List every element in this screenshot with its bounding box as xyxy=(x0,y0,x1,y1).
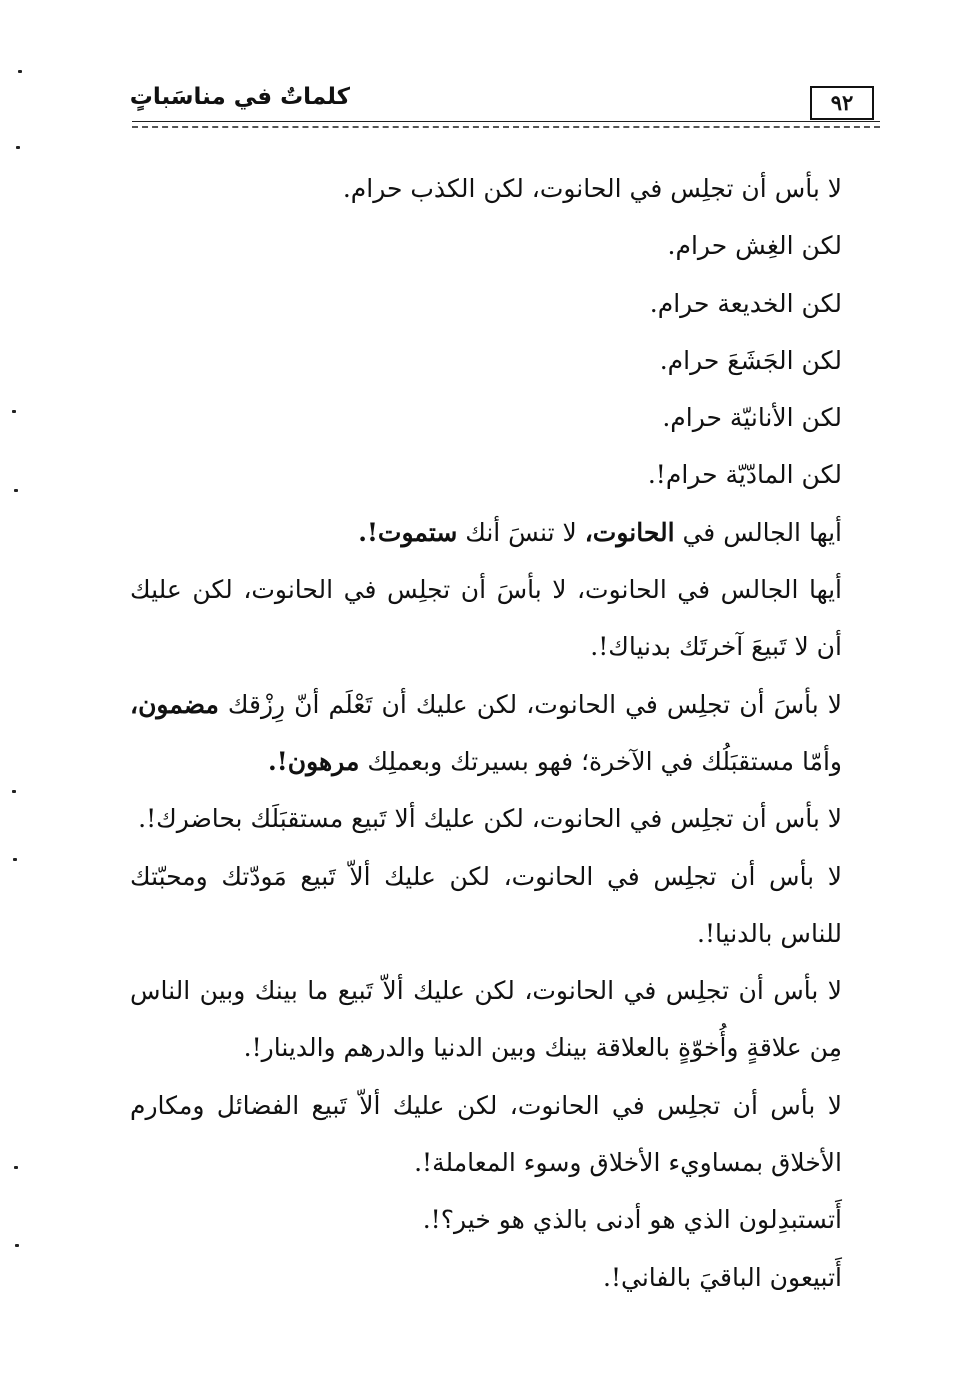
scan-speck xyxy=(18,70,22,73)
line-1: لا بأس أن تجلِس في الحانوت، لكن الكذب حرام. xyxy=(342,174,842,203)
line-7-bold-2: ستموت!. xyxy=(358,517,458,547)
paragraph-9 xyxy=(130,676,842,791)
scan-speck xyxy=(14,1166,18,1169)
line-7-part-2: لا تنسَ أنك xyxy=(457,517,585,547)
paragraph-9-bold-1: مضمون، xyxy=(130,689,219,719)
paragraph-15: أَتبيعون الباقيَ بالفاني!. xyxy=(603,1262,842,1292)
line-7-bold-1: الحانوت، xyxy=(584,517,675,547)
scan-speck xyxy=(12,410,16,413)
line-7-part-1: أيها الجالس في xyxy=(674,517,842,547)
paragraph-9-bold-2: مرهون!. xyxy=(268,746,360,776)
scan-speck xyxy=(16,146,20,149)
paragraph-13: لا بأس أن تجلِس في الحانوت، لكن عليك ألاّ تَبيع الفضائل ومكارم الأخلاق بمساويء الأخلاق وسوء المعاملة!. xyxy=(130,1090,842,1178)
paragraph-9-part-1: لا بأسَ أن تجلِس في الحانوت، لكن عليك أن تَعْلَم أنّ رِزْقك xyxy=(218,689,842,719)
page-number-box xyxy=(810,86,874,120)
paragraph-8: أيها الجالس في الحانوت، لا بأسَ أن تجلِس في الحانوت، لكن عليك أن لا تَبيعَ آخرتَك بدنياك!. xyxy=(130,575,843,662)
scan-speck xyxy=(15,1244,19,1247)
line-7 xyxy=(130,504,842,561)
paragraph-11: لا بأس أن تجلِس في الحانوت، لكن عليك ألاّ تَبيع مَودّتك ومحبّتك للناس بالدنيا!. xyxy=(130,861,842,948)
header-rule-dashed xyxy=(132,126,880,128)
header-rule xyxy=(132,121,880,122)
paragraph-10: لا بأس أن تجلِس في الحانوت، لكن عليك ألا تَبيع مستقبَلَك بحاضرك!. xyxy=(138,804,842,834)
line-4: لكن الجَشَعَ حرام. xyxy=(659,345,842,375)
page-number: ٩٢ xyxy=(830,90,854,115)
line-5: لكن الأنانيّة حرام. xyxy=(662,403,842,433)
running-header-title: كلماتٌ في مناسَباتٍ xyxy=(129,84,350,110)
scan-speck xyxy=(13,858,17,861)
scan-speck xyxy=(12,790,16,793)
line-3: لكن الخديعة حرام. xyxy=(649,288,842,318)
scan-speck xyxy=(14,489,18,492)
paragraph-14: أَتستبدِلون الذي هو أدنى بالذي هو خير؟!. xyxy=(422,1205,842,1235)
line-2: لكن الغِش حرام. xyxy=(667,231,842,261)
line-6: لكن المادّيّة حرام!. xyxy=(647,460,842,490)
page-body xyxy=(130,160,842,1306)
paragraph-9-part-2: وأمّا مستقبَلُك في الآخرة؛ فهو بسيرتك وبعملِك xyxy=(359,746,842,776)
paragraph-12: لا بأس أن تجلِس في الحانوت، لكن عليك ألاّ تَبيع ما بينك وبين الناس مِن علاقةٍ وأُخوّةٍ بالعلاقة بينك وبين الدنيا والدرهم والدينار!. xyxy=(130,976,843,1063)
